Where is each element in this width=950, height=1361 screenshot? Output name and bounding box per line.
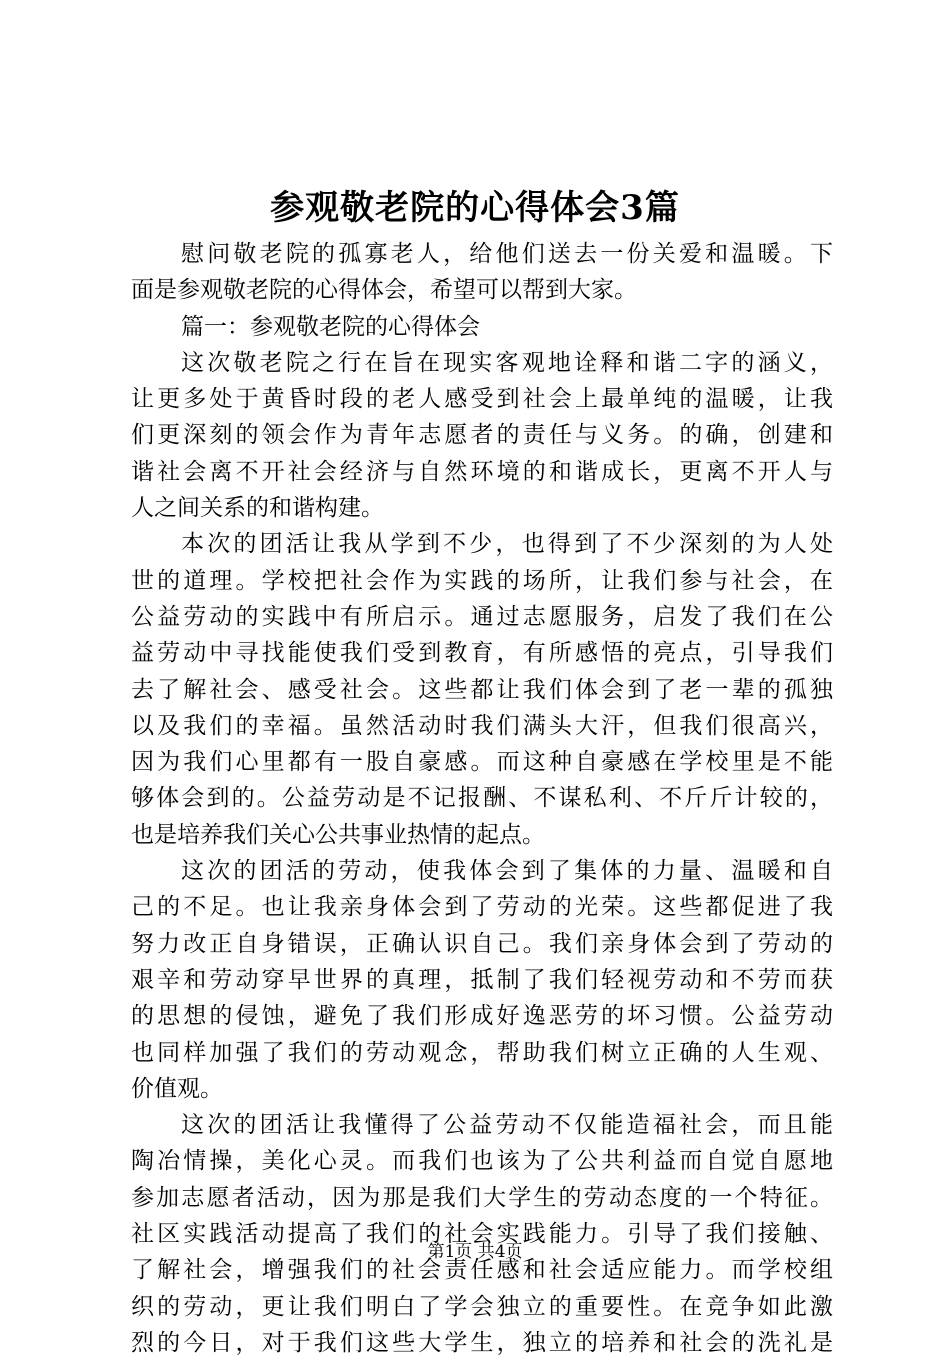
document-title: 参观敬老院的心得体会3篇: [270, 188, 680, 228]
text-line: 这次的团活的劳动，使我体会到了集体的力量、温暖和自: [181, 858, 833, 885]
text-line: 世的道理。学校把社会作为实践的场所，让我们参与社会，在: [131, 567, 833, 594]
page-footer: 第1页 共4页: [427, 1242, 523, 1262]
text-line: 慰问敬老院的孤寡老人，给他们送去一份关爱和温暖。下: [181, 241, 833, 267]
text-line: 篇一：参观敬老院的心得体会: [181, 313, 480, 340]
text-line: 益劳动中寻找能使我们受到教育，有所感悟的亮点，引导我们: [131, 640, 833, 667]
text-line: 也是培养我们关心公共事业热情的起点。: [131, 821, 545, 848]
text-line: 公益劳动的实践中有所启示。通过志愿服务，启发了我们在公: [131, 603, 833, 630]
text-line: 这次的团活让我懂得了公益劳动不仅能造福社会，而且能: [181, 1112, 833, 1139]
text-line: 社区实践活动提高了我们的社会实践能力。引导了我们接触、: [131, 1221, 833, 1248]
text-line: 面是参观敬老院的心得体会，希望可以帮到大家。: [131, 277, 637, 304]
text-line: 己的不足。也让我亲身体会到了劳动的光荣。这些都促进了我: [131, 894, 833, 921]
text-line: 谐社会离不开社会经济与自然环境的和谐成长，更离不开人与: [131, 458, 833, 485]
document-body: [131, 236, 833, 1361]
text-line: 本次的团活让我从学到不少，也得到了不少深刻的为人处: [181, 531, 833, 558]
text-line: 去了解社会、感受社会。这些都让我们体会到了老一辈的孤独: [131, 676, 833, 703]
text-line: 烈的今日，对于我们这些大学生，独立的培养和社会的洗礼是: [131, 1329, 833, 1356]
text-line: 织的劳动，更让我们明白了学会独立的重要性。在竞争如此激: [131, 1293, 833, 1320]
text-line: 的思想的侵蚀，避免了我们形成好逸恶劳的坏习惯。公益劳动: [131, 1003, 833, 1030]
text-line: 参加志愿者活动，因为那是我们大学生的劳动态度的一个特征。: [131, 1184, 833, 1211]
text-line: 人之间关系的和谐构建。: [131, 495, 384, 522]
text-line: 们更深刻的领会作为青年志愿者的责任与义务。的确，创建和: [131, 422, 833, 449]
text-line: 陶冶情操，美化心灵。而我们也该为了公共利益而自觉自愿地: [131, 1148, 833, 1175]
text-line: 以及我们的幸福。虽然活动时我们满头大汗，但我们很高兴，: [131, 712, 833, 739]
text-line: 价值观。: [131, 1075, 223, 1102]
text-line: 因为我们心里都有一股自豪感。而这种自豪感在学校里是不能: [131, 749, 833, 776]
text-line: 让更多处于黄昏时段的老人感受到社会上最单纯的温暖，让我: [131, 386, 833, 413]
text-line: 也同样加强了我们的劳动观念，帮助我们树立正确的人生观、: [131, 1039, 833, 1066]
text-line: 这次敬老院之行在旨在现实客观地诠释和谐二字的涵义，: [181, 349, 833, 376]
text-line: 了解社会，增强我们的社会责任感和社会适应能力。而学校组: [131, 1257, 833, 1284]
text-line: 艰辛和劳动穿早世界的真理，抵制了我们轻视劳动和不劳而获: [131, 966, 833, 993]
text-line: 够体会到的。公益劳动是不记报酬、不谋私利、不斤斤计较的，: [131, 785, 833, 812]
text-line: 努力改正自身错误，正确认识自己。我们亲身体会到了劳动的: [131, 930, 833, 957]
